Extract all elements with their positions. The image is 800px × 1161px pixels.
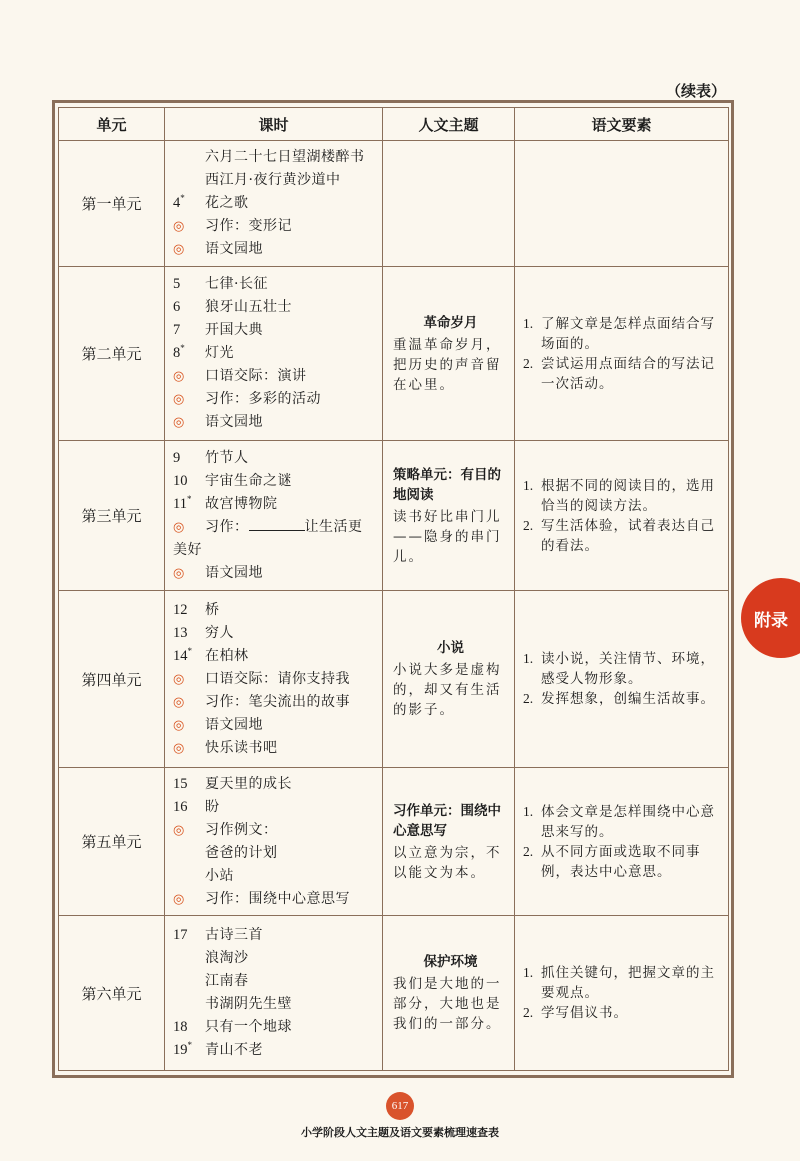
unit-name: 第四单元 bbox=[59, 591, 165, 768]
lesson-title: 习作：笔尖流出的故事 bbox=[205, 693, 350, 710]
lesson-title: 语文园地 bbox=[205, 564, 263, 581]
header-unit: 单元 bbox=[59, 108, 165, 141]
theme-description: 以立意为宗，不以能文为本。 bbox=[393, 844, 502, 881]
lesson-item bbox=[173, 796, 378, 819]
appendix-tab-label: 附录 bbox=[754, 611, 788, 631]
lesson-item bbox=[173, 447, 378, 470]
lesson-item bbox=[173, 888, 378, 911]
lesson-item bbox=[173, 599, 378, 622]
theme-description: 小说大多是虚构的，却又有生活的影子。 bbox=[393, 662, 502, 719]
lesson-number bbox=[173, 776, 205, 793]
lesson-number-value: 13 bbox=[173, 624, 188, 641]
lesson-subtitle: 爸爸的计划 bbox=[205, 844, 278, 861]
lesson-item bbox=[173, 865, 378, 888]
lesson-title: 语文园地 bbox=[205, 414, 263, 431]
element-text: 体会文章是怎样围绕中心意思来写的。 bbox=[541, 803, 715, 840]
unit-name: 第一单元 bbox=[59, 141, 165, 267]
lesson-item bbox=[173, 1039, 378, 1062]
unit-row bbox=[59, 916, 729, 1071]
lesson-title: 灯光 bbox=[205, 345, 234, 362]
lesson-item bbox=[173, 319, 378, 342]
element-item bbox=[523, 842, 722, 882]
lesson-title: 竹节人 bbox=[205, 449, 249, 466]
lesson-number-value: 14 bbox=[173, 647, 188, 664]
element-number: 1. bbox=[523, 651, 534, 667]
lesson-number-value: 7 bbox=[173, 322, 181, 339]
element-item bbox=[523, 476, 722, 516]
elements-cell bbox=[515, 768, 729, 916]
unit-name: 第六单元 bbox=[59, 916, 165, 1071]
optional-star: * bbox=[187, 645, 192, 656]
unit-row bbox=[59, 591, 729, 768]
unit-name: 第二单元 bbox=[59, 267, 165, 441]
unit-row bbox=[59, 768, 729, 916]
lesson-number bbox=[173, 193, 205, 212]
header-theme: 人文主题 bbox=[383, 108, 515, 141]
lesson-item bbox=[173, 947, 378, 970]
lesson-number bbox=[173, 799, 205, 816]
unit-name: 第五单元 bbox=[59, 768, 165, 916]
header-lessons: 课时 bbox=[165, 108, 383, 141]
lesson-number bbox=[173, 343, 205, 362]
element-text: 尝试运用点面结合的写法记一次活动。 bbox=[541, 355, 715, 392]
element-number: 1. bbox=[523, 965, 534, 981]
lesson-subtitle: 小站 bbox=[205, 867, 234, 884]
lesson-item bbox=[173, 842, 378, 865]
lesson-item bbox=[173, 993, 378, 1016]
lesson-item bbox=[173, 737, 378, 760]
lesson-number-value: 12 bbox=[173, 601, 188, 618]
theme-cell bbox=[383, 591, 515, 768]
lesson-item bbox=[173, 622, 378, 645]
element-number: 2. bbox=[523, 517, 534, 533]
header-elements: 语文要素 bbox=[515, 108, 729, 141]
optional-star: * bbox=[186, 493, 192, 504]
element-number: 1. bbox=[523, 803, 534, 819]
lesson-item bbox=[173, 296, 378, 319]
lesson-number bbox=[173, 927, 205, 944]
lesson-number-value: 11 bbox=[173, 495, 187, 512]
optional-star: * bbox=[180, 343, 185, 354]
ring-bullet-icon: ◎ bbox=[173, 671, 185, 687]
lesson-title: 穷人 bbox=[205, 624, 234, 641]
lesson-item bbox=[173, 342, 378, 365]
lesson-number-value: 5 bbox=[173, 276, 181, 293]
lesson-item bbox=[173, 539, 378, 562]
theme-title: 小说 bbox=[437, 640, 464, 657]
ring-bullet-icon: ◎ bbox=[173, 519, 185, 535]
element-item bbox=[523, 649, 722, 689]
lesson-title: 快乐读书吧 bbox=[205, 739, 278, 756]
lesson-number bbox=[173, 1019, 205, 1036]
lesson-item bbox=[173, 516, 378, 539]
elements-cell bbox=[515, 916, 729, 1071]
theme-description: 重温革命岁月，把历史的声音留在心里。 bbox=[393, 336, 502, 393]
lesson-title: 古诗三首 bbox=[205, 927, 263, 944]
lesson-title: 七律·长征 bbox=[205, 276, 268, 293]
element-item bbox=[523, 314, 722, 354]
lesson-title: 花之歌 bbox=[205, 195, 249, 212]
continued-label: （续表） bbox=[665, 82, 726, 100]
optional-star: * bbox=[187, 1040, 192, 1051]
element-number: 1. bbox=[523, 477, 534, 493]
lesson-list bbox=[165, 916, 383, 1071]
lesson-list bbox=[165, 267, 383, 441]
optional-star: * bbox=[180, 193, 185, 204]
lesson-item bbox=[173, 691, 378, 714]
element-number: 2. bbox=[523, 1005, 534, 1021]
lesson-title: 只有一个地球 bbox=[205, 1019, 292, 1036]
ring-bullet-icon: ◎ bbox=[173, 891, 185, 907]
lesson-item bbox=[173, 924, 378, 947]
ring-bullet-icon: ◎ bbox=[173, 392, 185, 408]
lesson-list bbox=[165, 591, 383, 768]
lesson-title: 桥 bbox=[205, 601, 220, 618]
lesson-subtitle: 书湖阴先生壁 bbox=[205, 996, 292, 1013]
lesson-number-value: 19 bbox=[173, 1042, 188, 1059]
ring-bullet-icon: ◎ bbox=[173, 717, 185, 733]
lesson-number bbox=[173, 473, 205, 490]
elements-cell bbox=[515, 141, 729, 267]
lesson-number-value: 18 bbox=[173, 1019, 188, 1036]
lesson-title: 开国大典 bbox=[205, 322, 263, 339]
lesson-number bbox=[173, 1040, 205, 1059]
lesson-list bbox=[165, 141, 383, 267]
lesson-item bbox=[173, 1016, 378, 1039]
ring-bullet-icon: ◎ bbox=[173, 565, 185, 581]
element-number: 2. bbox=[523, 355, 534, 371]
lesson-title: 语文园地 bbox=[205, 716, 263, 733]
lesson-item bbox=[173, 714, 378, 737]
lesson-title: 故宫博物院 bbox=[205, 495, 278, 512]
lesson-title: 宇宙生命之谜 bbox=[205, 472, 292, 489]
page-number: 617 bbox=[386, 1092, 414, 1120]
element-text: 读小说，关注情节、环境，感受人物形象。 bbox=[541, 651, 715, 688]
element-text: 写生活体验，试着表达自己的看法。 bbox=[541, 517, 715, 554]
lesson-item bbox=[173, 411, 378, 434]
element-text: 抓住关键句，把握文章的主要观点。 bbox=[541, 965, 715, 1002]
unit-row bbox=[59, 267, 729, 441]
lesson-item bbox=[173, 773, 378, 796]
element-number: 2. bbox=[523, 691, 534, 707]
elements-cell bbox=[515, 591, 729, 768]
lesson-number bbox=[173, 276, 205, 293]
lesson-number bbox=[173, 625, 205, 642]
lesson-title: 口语交际：请你支持我 bbox=[205, 670, 350, 687]
element-number: 2. bbox=[523, 843, 534, 859]
lesson-number bbox=[173, 494, 205, 513]
element-item bbox=[523, 516, 722, 556]
lesson-item bbox=[173, 169, 378, 192]
curriculum-table bbox=[58, 107, 729, 1071]
lesson-item bbox=[173, 273, 378, 296]
lesson-item bbox=[173, 668, 378, 691]
page-footer: 小学阶段人文主题及语文要素梳理速查表 bbox=[301, 1126, 499, 1139]
element-text: 从不同方面或选取不同事例，表达中心意思。 bbox=[541, 843, 701, 880]
lesson-number-value: 17 bbox=[173, 927, 188, 944]
lesson-subtitle: 浪淘沙 bbox=[205, 950, 249, 967]
element-text: 发挥想象，创编生活故事。 bbox=[541, 691, 715, 708]
unit-row bbox=[59, 440, 729, 590]
lesson-title: 在柏林 bbox=[205, 647, 249, 664]
lesson-title: 夏天里的成长 bbox=[205, 775, 292, 792]
lesson-number-value: 9 bbox=[173, 449, 181, 466]
lesson-item bbox=[173, 562, 378, 585]
header-row bbox=[59, 108, 729, 141]
theme-title: 习作单元：围绕中心意思写 bbox=[393, 802, 501, 839]
lesson-item bbox=[173, 493, 378, 516]
lesson-item bbox=[173, 238, 378, 261]
theme-cell bbox=[383, 768, 515, 916]
element-item bbox=[523, 1003, 722, 1023]
lesson-item bbox=[173, 645, 378, 668]
lesson-title: 狼牙山五壮士 bbox=[205, 299, 292, 316]
theme-title: 策略单元：有目的地阅读 bbox=[393, 466, 501, 503]
theme-cell bbox=[383, 440, 515, 590]
lesson-subtitle: 六月二十七日望湖楼醉书 bbox=[205, 149, 365, 166]
element-number: 1. bbox=[523, 315, 534, 331]
lesson-list bbox=[165, 768, 383, 916]
lesson-title: 习作：多彩的活动 bbox=[205, 391, 321, 408]
lesson-number-value: 8 bbox=[173, 345, 181, 362]
lesson-title: 口语交际：演讲 bbox=[205, 368, 307, 385]
lesson-subtitle: 西江月·夜行黄沙道中 bbox=[205, 172, 341, 189]
lesson-list bbox=[165, 440, 383, 590]
theme-title: 保护环境 bbox=[423, 954, 478, 971]
theme-cell bbox=[383, 141, 515, 267]
lesson-item bbox=[173, 388, 378, 411]
ring-bullet-icon: ◎ bbox=[173, 242, 185, 258]
lesson-item bbox=[173, 365, 378, 388]
lesson-number bbox=[173, 450, 205, 467]
ring-bullet-icon: ◎ bbox=[173, 694, 185, 710]
lesson-title: 习作例文： bbox=[205, 821, 278, 838]
lesson-number bbox=[173, 322, 205, 339]
lesson-item bbox=[173, 146, 378, 169]
lesson-title: 青山不老 bbox=[205, 1042, 263, 1059]
theme-title: 革命岁月 bbox=[423, 314, 478, 331]
lesson-title-suffix: 让生活更 bbox=[304, 518, 363, 535]
ring-bullet-icon: ◎ bbox=[173, 369, 185, 385]
lesson-number bbox=[173, 602, 205, 619]
lesson-item bbox=[173, 215, 378, 238]
unit-name: 第三单元 bbox=[59, 440, 165, 590]
theme-description: 我们是大地的一部分，大地也是我们的一部分。 bbox=[393, 976, 502, 1033]
lesson-title: 习作：变形记 bbox=[205, 218, 292, 235]
element-item bbox=[523, 689, 722, 709]
lesson-title-prefix: 习作： bbox=[205, 518, 249, 535]
lesson-title: 美好 bbox=[173, 541, 202, 558]
theme-cell bbox=[383, 267, 515, 441]
lesson-number-value: 10 bbox=[173, 472, 188, 489]
lesson-title: 习作：围绕中心意思写 bbox=[205, 890, 350, 907]
lesson-subtitle: 江南春 bbox=[205, 973, 249, 990]
lesson-number-value: 15 bbox=[173, 775, 188, 792]
appendix-tab[interactable] bbox=[741, 578, 800, 658]
lesson-title: 语文园地 bbox=[205, 241, 263, 258]
lesson-number bbox=[173, 299, 205, 316]
theme-description: 读书好比串门儿——隐身的串门儿。 bbox=[393, 508, 502, 565]
ring-bullet-icon: ◎ bbox=[173, 415, 185, 431]
lesson-number-value: 16 bbox=[173, 798, 188, 815]
lesson-title: 盼 bbox=[205, 798, 220, 815]
element-text: 了解文章是怎样点面结合写场面的。 bbox=[541, 315, 715, 352]
unit-row bbox=[59, 141, 729, 267]
lesson-number-value: 6 bbox=[173, 299, 181, 316]
elements-cell bbox=[515, 267, 729, 441]
ring-bullet-icon: ◎ bbox=[173, 822, 185, 838]
lesson-number-value: 4 bbox=[173, 195, 181, 212]
theme-cell bbox=[383, 916, 515, 1071]
element-item bbox=[523, 354, 722, 394]
element-item bbox=[523, 802, 722, 842]
fill-in-blank bbox=[249, 518, 305, 531]
ring-bullet-icon: ◎ bbox=[173, 219, 185, 235]
elements-cell bbox=[515, 440, 729, 590]
lesson-number bbox=[173, 646, 205, 665]
lesson-item bbox=[173, 819, 378, 842]
lesson-item bbox=[173, 470, 378, 493]
lesson-item bbox=[173, 192, 378, 215]
lesson-title bbox=[205, 516, 363, 536]
element-text: 根据不同的阅读目的，选用恰当的阅读方法。 bbox=[541, 477, 715, 514]
ring-bullet-icon: ◎ bbox=[173, 740, 185, 756]
element-text: 学写倡议书。 bbox=[541, 1005, 628, 1022]
element-item bbox=[523, 963, 722, 1003]
lesson-item bbox=[173, 970, 378, 993]
